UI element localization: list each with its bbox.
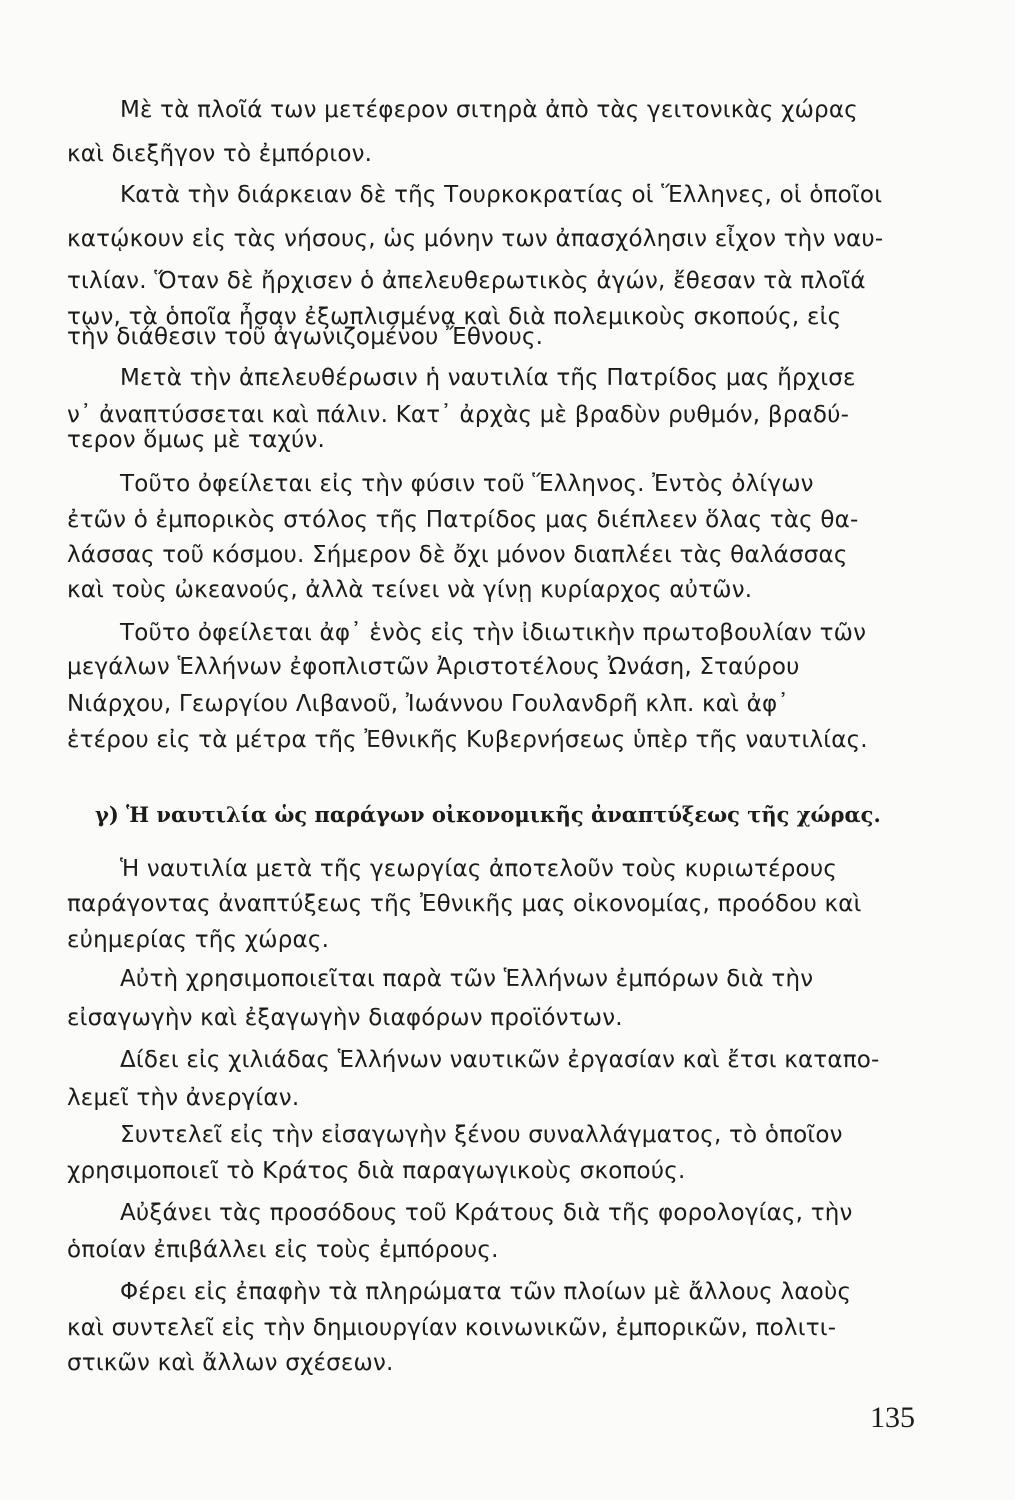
text-line: Κατὰ τὴν διάρκειαν δὲ τῆς Τουρκοκρατίας οἱ Ἕλληνες, οἱ ὁποῖοι	[120, 182, 883, 208]
text-line: ν᾿ ἀναπτύσσεται καὶ πάλιν. Κατ᾿ ἀρχὰς μὲ βραδὺν ρυθμόν, βραδύ-	[67, 402, 850, 428]
text-line: στικῶν καὶ ἄλλων σχέσεων.	[67, 1350, 394, 1376]
text-line: των, τὰ ὁποῖα ἦσαν ἐξωπλισμένα καὶ διὰ πολεμικοὺς σκοπούς, εἰς	[67, 304, 842, 330]
text-line: λεμεῖ τὴν ἀνεργίαν.	[67, 1085, 300, 1111]
text-line: τὴν διάθεσιν τοῦ ἀγωνιζομένου Ἔθνους.	[67, 324, 544, 350]
text-line: Φέρει εἰς ἐπαφὴν τὰ πληρώματα τῶν πλοίων μὲ ἄλλους λαοὺς	[120, 1279, 852, 1305]
text-line: καὶ τοὺς ὠκεανούς, ἀλλὰ τείνει νὰ γίνῃ κυρίαρχος αὐτῶν.	[67, 577, 753, 603]
text-line: Αὐξάνει τὰς προσόδους τοῦ Κράτους διὰ τῆς φορολογίας, τὴν	[120, 1200, 853, 1226]
page-number: 135	[870, 1401, 915, 1434]
text-line: χρησιμοποιεῖ τὸ Κράτος διὰ παραγωγικοὺς σκοπούς.	[67, 1158, 686, 1184]
text-line: μεγάλων Ἑλλήνων ἐφοπλιστῶν Ἀριστοτέλους Ὠνάση, Σταύρου	[67, 654, 800, 680]
text-line: Συντελεῖ εἰς τὴν εἰσαγωγὴν ξένου συναλλάγματος, τὸ ὁποῖον	[120, 1122, 843, 1148]
text-line: Ἡ ναυτιλία μετὰ τῆς γεωργίας ἀποτελοῦν τοὺς κυριωτέρους	[120, 856, 838, 882]
text-line: Τοῦτο ὀφείλεται εἰς τὴν φύσιν τοῦ Ἕλληνος. Ἐντὸς ὀλίγων	[120, 471, 814, 497]
section-heading: γ) Ἡ ναυτιλία ὡς παράγων οἰκονομικῆς ἀναπτύξεως τῆς χώρας.	[95, 802, 881, 827]
text-line: καὶ συντελεῖ εἰς τὴν δημιουργίαν κοινωνικῶν, ἐμπορικῶν, πολιτι-	[67, 1315, 837, 1341]
text-line: Νιάρχου, Γεωργίου Λιβανοῦ, Ἰωάννου Γουλανδρῆ κλπ. καὶ ἀφ᾿	[67, 691, 790, 717]
text-line: Αὐτὴ χρησιμοποιεῖται παρὰ τῶν Ἑλλήνων ἐμπόρων διὰ τὴν	[120, 966, 814, 992]
text-line: τερον ὅμως μὲ ταχύν.	[67, 427, 326, 453]
text-line: Δίδει εἰς χιλιάδας Ἑλλήνων ναυτικῶν ἐργασίαν καὶ ἔτσι καταπο-	[120, 1047, 880, 1073]
text-line: ἐτῶν ὁ ἐμπορικὸς στόλος τῆς Πατρίδος μας διέπλεεν ὅλας τὰς θα-	[67, 507, 859, 533]
text-line: λάσσας τοῦ κόσμου. Σήμερον δὲ ὄχι μόνον διαπλέει τὰς θαλάσσας	[67, 542, 848, 568]
text-line: κατῴκουν εἰς τὰς νήσους, ὡς μόνην των ἀπασχόλησιν εἶχον τὴν ναυ-	[67, 226, 884, 252]
text-line: ἑτέρου εἰς τὰ μέτρα τῆς Ἐθνικῆς Κυβερνήσεως ὑπὲρ τῆς ναυτιλίας.	[67, 727, 868, 753]
text-line: καὶ διεξῆγον τὸ ἐμπόριον.	[67, 141, 373, 167]
text-line: Μὲ τὰ πλοῖά των μετέφερον σιτηρὰ ἀπὸ τὰς γειτονικὰς χώρας	[120, 97, 858, 123]
text-line: παράγοντας ἀναπτύξεως τῆς Ἐθνικῆς μας οἰκονομίας, προόδου καὶ	[67, 891, 862, 917]
text-line: εἰσαγωγὴν καὶ ἐξαγωγὴν διαφόρων προϊόντων.	[67, 1005, 623, 1031]
text-line: εὐημερίας τῆς χώρας.	[67, 927, 330, 953]
text-line: Μετὰ τὴν ἀπελευθέρωσιν ἡ ναυτιλία τῆς Πατρίδος μας ἤρχισε	[120, 365, 856, 391]
text-line: Τοῦτο ὀφείλεται ἀφ᾿ ἑνὸς εἰς τὴν ἰδιωτικὴν πρωτοβουλίαν τῶν	[120, 620, 867, 646]
text-line: ὁποίαν ἐπιβάλλει εἰς τοὺς ἐμπόρους.	[67, 1237, 499, 1263]
text-line: τιλίαν. Ὅταν δὲ ἤρχισεν ὁ ἀπελευθερωτικὸς ἀγών, ἔθεσαν τὰ πλοῖά	[67, 268, 866, 294]
